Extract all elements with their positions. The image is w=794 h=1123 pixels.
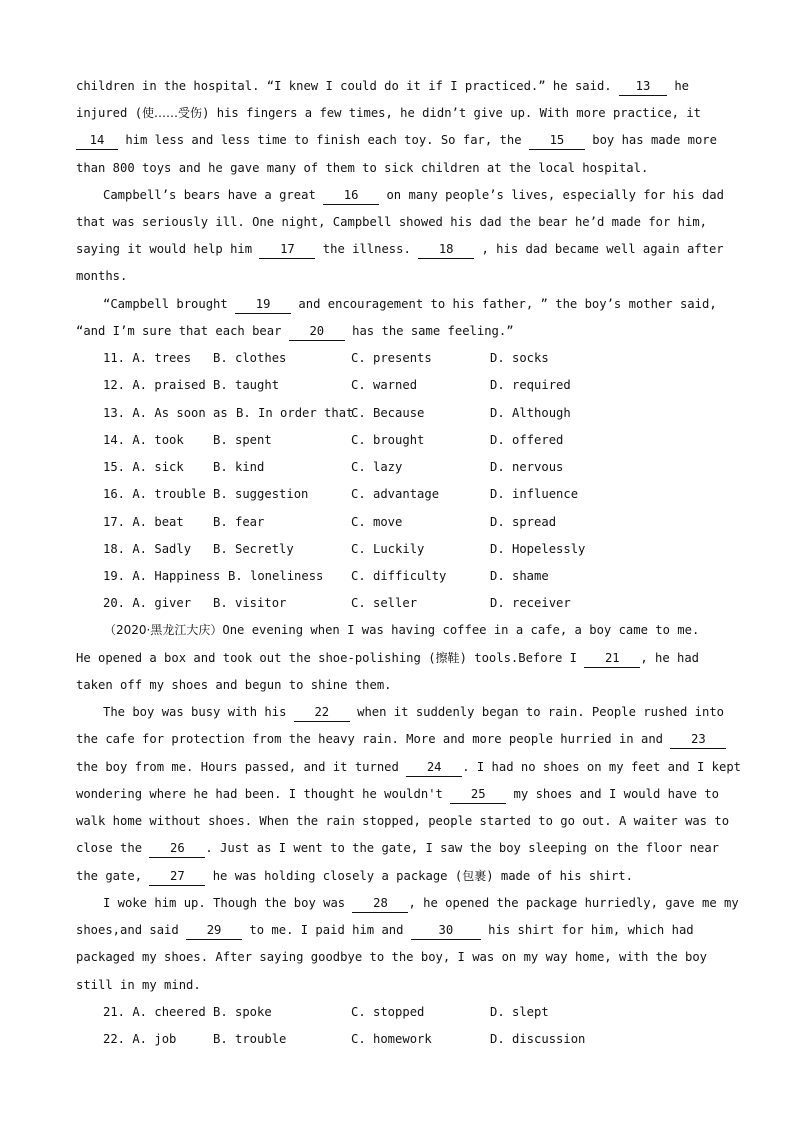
blank-19[interactable]: 19 [235, 296, 291, 314]
option-d[interactable]: D. socks [490, 351, 549, 365]
option-d[interactable]: D. shame [490, 569, 549, 583]
source-tag: （2020·黑龙江大庆） [104, 623, 223, 637]
option-d[interactable]: D. nervous [490, 460, 564, 474]
option-d[interactable]: D. discussion [490, 1032, 586, 1046]
blank-26[interactable]: 26 [149, 840, 205, 858]
option-a[interactable]: 22. A. job [103, 1032, 177, 1046]
option-a[interactable]: 17. A. beat [103, 515, 184, 529]
passage-line: injured (使……受伤) his fingers a few times, he didn’t give up. With more practice, it [76, 106, 702, 120]
blank-13[interactable]: 13 [619, 78, 667, 96]
option-c[interactable]: C. seller [351, 596, 418, 610]
option-a[interactable]: 13. A. As soon as [103, 406, 228, 420]
passage-line: walk home without shoes. When the rain stopped, people started to go out. A waiter was to [76, 814, 730, 828]
option-c[interactable]: C. stopped [351, 1005, 425, 1019]
option-b[interactable]: B. taught [213, 378, 280, 392]
passage-line: close the 26 . Just as I went to the gate, I saw the boy sleeping on the floor near [76, 838, 716, 858]
passage-line: wondering where he had been. I thought he wouldn't 25 my shoes and I would have to [76, 784, 716, 804]
passage-line: shoes,and said 29 to me. I paid him and 30 his shirt for him, which had [76, 920, 716, 940]
blank-17[interactable]: 17 [259, 241, 315, 259]
option-b[interactable]: B. trouble [213, 1032, 287, 1046]
passage-line: that was seriously ill. One night, Campbell showed his dad the bear he’d made for him, [76, 215, 708, 229]
blank-14[interactable]: 14 [76, 132, 118, 150]
passage-line: packaged my shoes. After saying goodbye to the boy, I was on my way home, with the boy [76, 950, 708, 964]
blank-28[interactable]: 28 [352, 895, 408, 913]
blank-20[interactable]: 20 [289, 323, 345, 341]
option-a[interactable]: 12. A. praised [103, 378, 206, 392]
blank-27[interactable]: 27 [149, 868, 205, 886]
passage-line: taken off my shoes and begun to shine them. [76, 678, 392, 692]
passage-line: “and I’m sure that each bear 20 has the same feeling.” [76, 321, 716, 341]
option-d[interactable]: D. offered [490, 433, 564, 447]
option-c[interactable]: C. warned [351, 378, 418, 392]
option-a[interactable]: 19. A. Happiness [103, 569, 221, 583]
passage-line: months. [76, 269, 128, 283]
option-a[interactable]: 21. A. cheered [103, 1005, 206, 1019]
option-b[interactable]: B. clothes [213, 351, 287, 365]
option-d[interactable]: D. influence [490, 487, 579, 501]
passage-line: （2020·黑龙江大庆）One evening when I was having coffee in a cafe, a boy came to me. [104, 623, 700, 637]
passage-line: children in the hospital. “I knew I could do it if I practiced.” he said. 13 he [76, 76, 716, 96]
option-c[interactable]: C. advantage [351, 487, 440, 501]
option-d[interactable]: D. slept [490, 1005, 549, 1019]
option-b[interactable]: B. suggestion [213, 487, 309, 501]
option-d[interactable]: D. required [490, 378, 571, 392]
option-b[interactable]: B. loneliness [228, 569, 324, 583]
option-b[interactable]: B. Secretly [213, 542, 294, 556]
passage-line: than 800 toys and he gave many of them to sick children at the local hospital. [76, 161, 649, 175]
passage-line: He opened a box and took out the shoe-polishing (擦鞋) tools.Before I 21 , he had [76, 648, 716, 668]
option-c[interactable]: C. presents [351, 351, 432, 365]
option-c[interactable]: C. difficulty [351, 569, 447, 583]
blank-15[interactable]: 15 [529, 132, 585, 150]
option-d[interactable]: D. spread [490, 515, 557, 529]
passage-line: Campbell’s bears have a great 16 on many people’s lives, especially for his dad [103, 185, 743, 205]
option-a[interactable]: 20. A. giver [103, 596, 192, 610]
option-c[interactable]: C. homework [351, 1032, 432, 1046]
option-b[interactable]: B. fear [213, 515, 265, 529]
blank-29[interactable]: 29 [186, 922, 242, 940]
passage-line: I woke him up. Though the boy was 28 , he opened the package hurriedly, gave me my [103, 893, 743, 913]
option-c[interactable]: C. Because [351, 406, 425, 420]
option-a[interactable]: 15. A. sick [103, 460, 184, 474]
option-a[interactable]: 14. A. took [103, 433, 184, 447]
option-a[interactable]: 18. A. Sadly [103, 542, 192, 556]
blank-24[interactable]: 24 [406, 759, 462, 777]
passage-line: the cafe for protection from the heavy rain. More and more people hurried in and 23 [76, 729, 716, 749]
passage-line: saying it would help him 17 the illness. 18 , his dad became well again after [76, 239, 716, 259]
passage-line: the boy from me. Hours passed, and it turned 24 . I had no shoes on my feet and I kept [76, 757, 716, 777]
blank-22[interactable]: 22 [294, 704, 350, 722]
option-b[interactable]: B. spoke [213, 1005, 272, 1019]
option-d[interactable]: D. Hopelessly [490, 542, 586, 556]
passage-line: the gate, 27 he was holding closely a package (包裹) made of his shirt. [76, 866, 716, 886]
blank-16[interactable]: 16 [323, 187, 379, 205]
option-d[interactable]: D. receiver [490, 596, 571, 610]
option-d[interactable]: D. Although [490, 406, 571, 420]
blank-30[interactable]: 30 [411, 922, 481, 940]
blank-23[interactable]: 23 [670, 731, 726, 749]
option-c[interactable]: C. brought [351, 433, 425, 447]
blank-25[interactable]: 25 [450, 786, 506, 804]
passage-line: still in my mind. [76, 978, 201, 992]
option-c[interactable]: C. Luckily [351, 542, 425, 556]
option-b[interactable]: B. spent [213, 433, 272, 447]
passage-line: 14 him less and less time to finish each toy. So far, the 15 boy has made more [76, 130, 716, 150]
blank-18[interactable]: 18 [418, 241, 474, 259]
option-c[interactable]: C. move [351, 515, 403, 529]
option-b[interactable]: B. In order that [236, 406, 354, 420]
passage-line: The boy was busy with his 22 when it suddenly began to rain. People rushed into [103, 702, 743, 722]
blank-21[interactable]: 21 [584, 650, 640, 668]
option-a[interactable]: 16. A. trouble [103, 487, 206, 501]
passage-line: “Campbell brought 19 and encouragement to his father, ” the boy’s mother said, [103, 294, 743, 314]
option-c[interactable]: C. lazy [351, 460, 403, 474]
option-b[interactable]: B. visitor [213, 596, 287, 610]
option-b[interactable]: B. kind [213, 460, 265, 474]
option-a[interactable]: 11. A. trees [103, 351, 192, 365]
